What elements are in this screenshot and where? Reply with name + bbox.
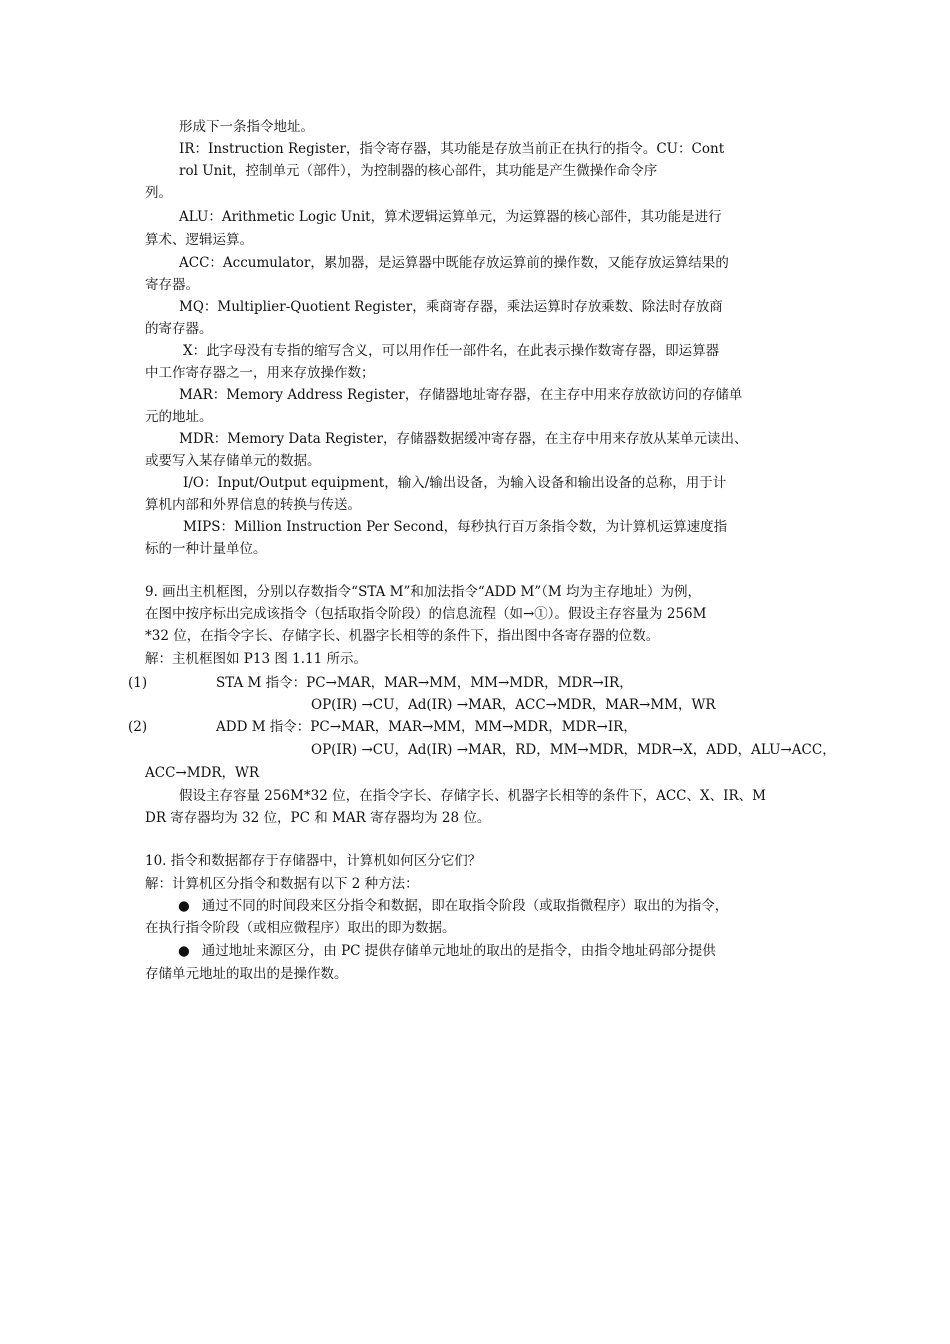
mar-definition-line-1: MAR：Memory Address Register，存储器地址寄存器，在主存中用来存放欲访问的存储单	[179, 387, 743, 403]
io-definition-line-1: I/O：Input/Output equipment，输入/输出设备，为输入设备和输出设备的总称，用于计	[183, 475, 727, 491]
question-9-line-2: 在图中按序标出完成该指令（包括取指令阶段）的信息流程（如→①）。假设主存容量为 256M	[145, 606, 707, 622]
bullet-2-line-2: 存储单元地址的取出的是操作数。	[145, 966, 348, 982]
conclusion-9-line-2: DR 寄存器均为 32 位，PC 和 MAR 寄存器均为 28 位。	[145, 810, 491, 826]
ir-cu-definition-line-1: IR：Instruction Register，指令寄存器，其功能是存放当前正在执行的指令。CU：Cont	[179, 141, 725, 157]
question-9-line-3: *32 位，在指令字长、存储字长、机器字长相等的条件下，指出图中各寄存器的位数。	[145, 628, 660, 644]
mdr-definition-line-1: MDR：Memory Data Register，存储器数据缓冲寄存器，在主存中用来存放从某单元读出、	[179, 431, 748, 447]
mips-definition-line-2: 标的一种计量单位。	[145, 541, 267, 557]
mq-definition-line-2: 的寄存器。	[145, 321, 213, 337]
bullet-2-text: 通过地址来源区分，由 PC 提供存储单元地址的取出的是指令，由指令地址码部分提供	[201, 943, 716, 959]
mar-definition-line-2: 元的地址。	[145, 409, 213, 425]
mdr-definition-line-2: 或要写入某存储单元的数据。	[145, 453, 321, 469]
acc-definition-line-1: ACC：Accumulator，累加器，是运算器中既能存放运算前的操作数，又能存放运算结果的	[179, 255, 729, 271]
question-9-line-1: 9. 画出主机框图，分别以存数指令“STA M”和加法指令“ADD M”（M 均为主存地址）为例，	[145, 584, 702, 600]
answer-10: 解：计算机区分指令和数据有以下 2 种方法：	[145, 876, 419, 892]
mq-definition-line-1: MQ：Multiplier-Quotient Register，乘商寄存器，乘法运算时存放乘数、除法时存放商	[179, 299, 723, 315]
ir-cu-definition-line-2: rol Unit，控制单元（部件），为控制器的核心部件，其功能是产生微操作命令序	[179, 163, 658, 179]
alu-definition-line-2: 算术、逻辑运算。	[145, 232, 253, 248]
bullet-1-line-2: 在执行指令阶段（或相应微程序）取出的即为数据。	[145, 920, 456, 936]
step-1-line-2: OP(IR) →CU，Ad(IR) →MAR，ACC→MDR，MAR→MM，WR	[311, 697, 716, 713]
bullet-2-line-1	[178, 941, 716, 961]
conclusion-9-line-1: 假设主存容量 256M*32 位，在指令字长、存储字长、机器字长相等的条件下，ACC、X、IR、M	[179, 788, 766, 804]
acc-definition-line-2: 寄存器。	[145, 277, 199, 293]
x-definition-line-1: X：此字母没有专指的缩写含义，可以用作任一部件名，在此表示操作数寄存器，即运算器	[183, 343, 720, 359]
mips-definition-line-1: MIPS：Million Instruction Per Second，每秒执行百万条指令数，为计算机运算速度指	[183, 519, 728, 535]
question-10: 10. 指令和数据都存于存储器中，计算机如何区分它们？	[145, 853, 482, 869]
step-2-line-1: ADD M 指令：PC→MAR，MAR→MM，MM→MDR，MDR→IR，	[216, 719, 637, 735]
alu-definition-line-1: ALU：Arithmetic Logic Unit，算术逻辑运算单元，为运算器的核心部件，其功能是进行	[179, 209, 722, 225]
ir-cu-definition-line-3: 列。	[145, 185, 172, 201]
io-definition-line-2: 算机内部和外界信息的转换与传送。	[145, 497, 361, 513]
step-2-line-2: OP(IR) →CU，Ad(IR) →MAR，RD，MM→MDR，MDR→X，ADD，ALU→ACC，	[311, 742, 836, 758]
bullet-1-text: 通过不同的时间段来区分指令和数据，即在取指令阶段（或取指微程序）取出的为指令，	[201, 898, 729, 914]
x-definition-line-2: 中工作寄存器之一，用来存放操作数；	[145, 365, 375, 381]
pc-definition-tail: 形成下一条指令地址。	[179, 119, 314, 135]
bullet-1-line-1	[178, 896, 728, 916]
step-1-number: (1)	[128, 675, 148, 691]
bullet-dot-icon: ●	[178, 943, 190, 959]
bullet-dot-icon: ●	[178, 898, 190, 914]
step-1-line-1: STA M 指令：PC→MAR，MAR→MM，MM→MDR，MDR→IR，	[216, 675, 633, 691]
step-2-line-3: ACC→MDR，WR	[145, 765, 260, 781]
answer-9: 解：主机框图如 P13 图 1.11 所示。	[145, 651, 367, 667]
step-2-number: (2)	[128, 719, 148, 735]
